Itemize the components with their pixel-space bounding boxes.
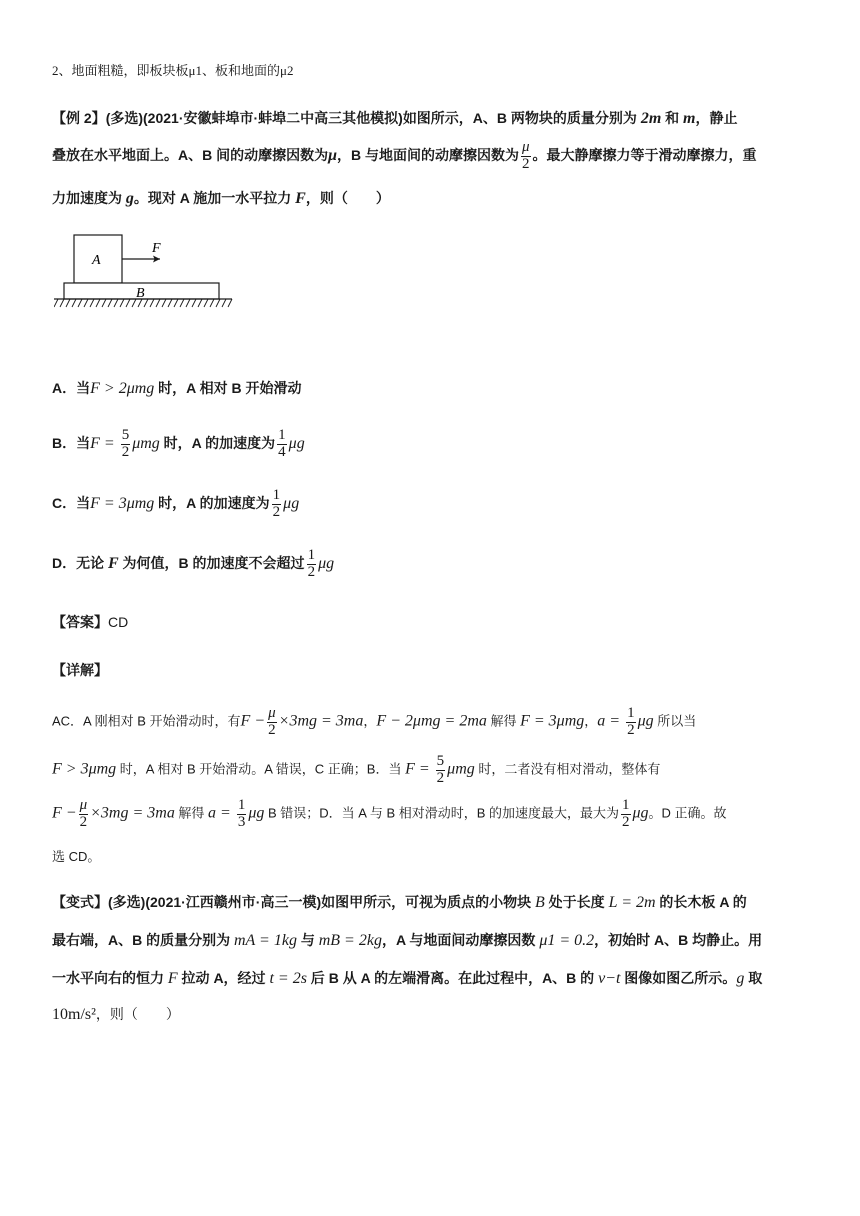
board-b-label: B xyxy=(136,286,145,301)
fraction-1-over-3-detail: $\frac{1}{3}$ xyxy=(237,797,246,830)
fraction-mu-over-2-detail: $\frac{\mu}{2}$ xyxy=(268,705,276,738)
answer-line: 【答案】CD xyxy=(52,614,129,630)
detail-line-1: AC．A 刚相对 B 开始滑动时，有F − $\frac{\mu}{2}$ ×3mg = 3ma，F − 2μmg = 2ma 解得 F = 3μmg，a = $\frac{1}{2}$ μg 所以当 xyxy=(52,705,697,738)
fraction-1-over-4: $\frac{1}{4}$ xyxy=(278,427,286,460)
detail-heading: 【详解】 xyxy=(52,662,108,678)
example2-line-3: 力加速度为 g。现对 A 施加一水平拉力 F，则（ ） xyxy=(52,190,390,207)
section-heading: 2、地面粗糙，即板块板μ1、板和地面的μ2 xyxy=(52,63,294,78)
fraction-1-over-2-d: $\frac{1}{2}$ xyxy=(307,547,316,580)
fraction-1-over-2-detail-b: $\frac{1}{2}$ xyxy=(622,797,630,830)
example2-line-1: 【例 2】(多选)(2021·安徽蚌埠市·蚌埠二中高三其他模拟)如图所示，A、B 两物块的质量分别为 2m 和 m，静止 xyxy=(52,110,738,127)
fraction-mu-over-2: $\frac{\mu}{2}$ xyxy=(522,139,530,172)
force-label: F xyxy=(152,241,161,256)
variant-line-2: 最右端，A、B 的质量分别为 mA = 1kg 与 mB = 2kg，A 与地面间动摩擦因数 μ1 = 0.2，初始时 A、B 均静止。用 xyxy=(52,932,763,949)
variant-line-1: 【变式】(多选)(2021·江西赣州市·高三一模)如图甲所示，可视为质点的小物块 B 处于长度 L = 2m 的长木板 A 的 xyxy=(52,894,747,911)
fraction-5-over-2: $\frac{5}{2}$ xyxy=(121,427,130,460)
block-a-label: A xyxy=(92,253,101,268)
option-b: B．当F = $\frac{5}{2}$ μmg 时，A 的加速度为 $\frac{1}{4}$ μg xyxy=(52,427,305,460)
variant-line-4: 10m/s²，则（ ） xyxy=(52,1006,180,1023)
option-a: A．当F > 2μmg 时，A 相对 B 开始滑动 xyxy=(52,380,302,397)
option-c: C．当F = 3μmg 时，A 的加速度为 $\frac{1}{2}$ μg xyxy=(52,487,300,520)
variant-line-3: 一水平向右的恒力 F 拉动 A，经过 t = 2s 后 B 从 A 的左端滑离。在此过程中，A、B 的 v−t 图像如图乙所示。g 取 xyxy=(52,970,763,987)
detail-line-4: 选 CD。 xyxy=(52,849,101,864)
fraction-5-over-2-detail: $\frac{5}{2}$ xyxy=(436,753,445,786)
detail-line-2: F > 3μmg 时，A 相对 B 开始滑动。A 错误，C 正确；B．当 F = $\frac{5}{2}$ μmg 时，二者没有相对滑动，整体有 xyxy=(52,753,661,786)
option-d: D．无论 F 为何值，B 的加速度不会超过 $\frac{1}{2}$ μg xyxy=(52,547,335,580)
fraction-1-over-2: $\frac{1}{2}$ xyxy=(272,487,281,520)
block-diagram xyxy=(54,230,236,312)
detail-line-3: F − $\frac{\mu}{2}$ ×3mg = 3ma 解得 a = $\frac{1}{3}$ μg B 错误；D．当 A 与 B 相对滑动时，B 的加速度最大，最大为 $\frac{1}{2}$ μg。D 正确。故 xyxy=(52,797,727,830)
fraction-1-over-2-detail: $\frac{1}{2}$ xyxy=(627,705,635,738)
example2-line-2: 叠放在水平地面上。A、B 间的动摩擦因数为μ，B 与地面间的动摩擦因数为 $\frac{\mu}{2}$ 。最大静摩擦力等于滑动摩擦力，重 xyxy=(52,139,757,172)
fraction-mu-over-2-detail-b: $\frac{\mu}{2}$ xyxy=(79,797,88,830)
